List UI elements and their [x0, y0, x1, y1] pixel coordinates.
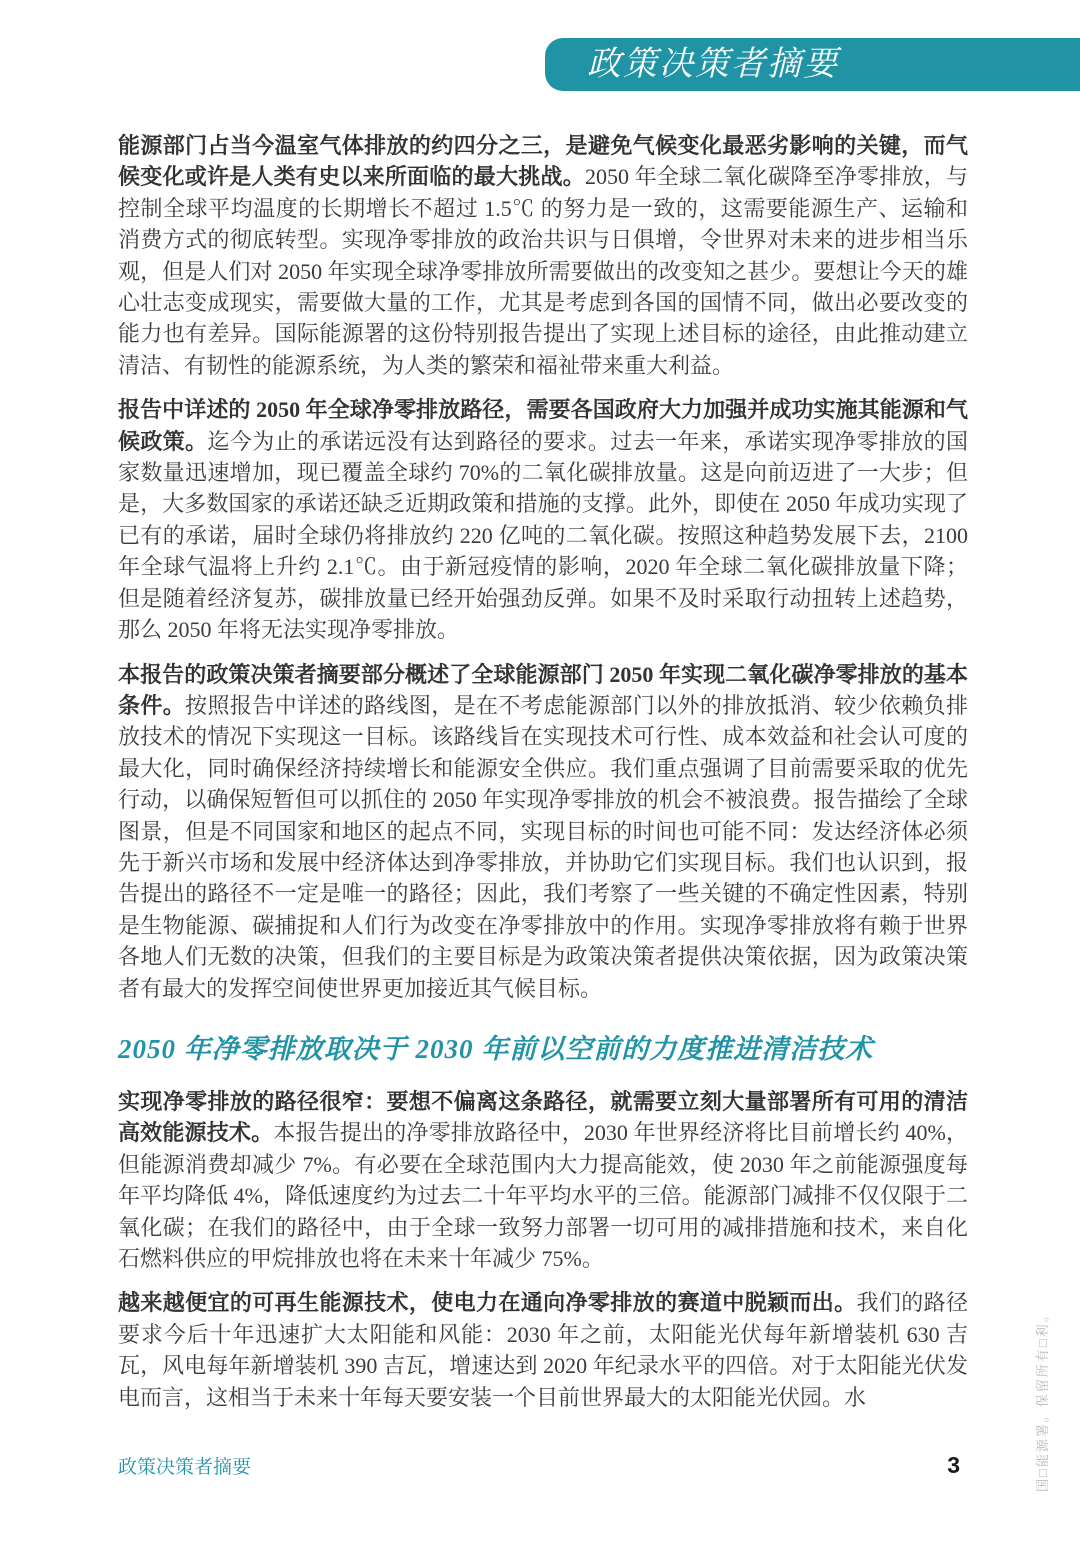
- paragraph-body: 按照报告中详述的路线图，是在不考虑能源部门以外的排放抵消、较少依赖负排放技术的情况下实现这一目标。该路线旨在实现技术可行性、成本效益和社会认可度的最大化，同时确保经济持续增长和能源安全供应。我们重点强调了目前需要采取的优先行动，以确保短暂但可以抓住的 2050 年实现净零排放的机会不被浪费。报告描绘了全球图景，但是不同国家和地区的起点不同，实现目标的时间也可能不同：发达经济体必须先于新兴市场和发展中经济体达到净零排放，并协助它们实现目标。我们也认识到，报告提出的路径不一定是唯一的路径；因此，我们考察了一些关键的不确定性因素，特别是生物能源、碳捕捉和人们行为改变在净零排放中的作用。实现净零排放将有赖于世界各地人们无数的决策，但我们的主要目标是为政策决策者提供决策依据，因为政策决策者有最大的发挥空间使世界更加接近其气候目标。: [118, 692, 968, 1001]
- paragraph: [118, 394, 968, 645]
- paragraph-body: 迄今为止的承诺远没有达到路径的要求。过去一年来，承诺实现净零排放的国家数量迅速增加，现已覆盖全球约 70%的二氧化碳排放量。这是向前迈进了一大步；但是，大多数国家的承诺还缺乏近期政策和措施的支撑。此外，即使在 2050 年成功实现了已有的承诺，届时全球仍将排放约 220 亿吨的二氧化碳。按照这种趋势发展下去，2100 年全球气温将上升约 2.1℃。由于新冠疫情的影响，2020 年全球二氧化碳排放量下降；但是随着经济复苏，碳排放量已经开始强劲反弹。如果不及时采取行动扭转上述趋势，那么 2050 年将无法实现净零排放。: [118, 428, 968, 643]
- header-banner-title: 政策决策者摘要: [587, 45, 839, 83]
- header-banner: [545, 38, 1080, 91]
- paragraph-body: 我们的路径要求今后十年迅速扩大太阳能和风能：2030 年之前，太阳能光伏每年新增装机 630 吉瓦，风电每年新增装机 390 吉瓦，增速达到 2020 年纪录水平的四倍。对于太阳能光伏发电而言，这相当于未来十年每天要安装一个目前世界最大的太阳能光伏园。水: [118, 1290, 968, 1410]
- copyright-side-note: 国□能源署。保留所有□利。: [1035, 1307, 1050, 1492]
- paragraph-body: 2050 年全球二氧化碳降至净零排放，与控制全球平均温度的长期增长不超过 1.5℃ 的努力是一致的，这需要能源生产、运输和消费方式的彻底转型。实现净零排放的政治共识与日俱增，令世界对未来的进步相当乐观，但是人们对 2050 年实现全球净零排放所需要做出的改变知之甚少。要想让今天的雄心壮志变成现实，需要做大量的工作，尤其是考虑到各国的国情不同，做出必要改变的能力也有差异。国际能源署的这份特别报告提出了实现上述目标的途径，由此推动建立清洁、有韧性的能源系统，为人类的繁荣和福祉带来重大利益。: [118, 164, 968, 378]
- paragraph: [118, 130, 968, 381]
- paragraph-lead: 报告中详述的 2050 年全球净零排放路径，需要各国政府大力加强并成功实施其能源和气候政策。: [118, 397, 968, 454]
- paragraph: [118, 1086, 968, 1274]
- paragraph-lead: 能源部门占当今温室气体排放的约四分之三，是避免气候变化最恶劣影响的关键，而气候变化或许是人类有史以来所面临的最大挑战。: [118, 133, 968, 190]
- paragraph-lead: 实现净零排放的路径很窄：要想不偏离这条路径，就需要立刻大量部署所有可用的清洁高效能源技术。: [118, 1088, 968, 1146]
- main-text-column: [118, 130, 968, 1426]
- paragraph-body: 本报告提出的净零排放路径中，2030 年世界经济将比目前增长约 40%，但能源消费却减少 7%。有必要在全球范围内大力提高能效，使 2030 年之前能源强度每年平均降低 4%，降低速度约为过去二十年平均水平的三倍。能源部门减排不仅仅限于二氧化碳；在我们的路径中，由于全球一致努力部署一切可用的减排措施和技术，来自化石燃料供应的甲烷排放也将在未来十年减少 75%。: [118, 1120, 968, 1271]
- page-footer: [118, 1452, 960, 1479]
- section-heading: 2050 年净零排放取决于 2030 年前以空前的力度推进清洁技术: [118, 1033, 874, 1064]
- paragraph-lead: 本报告的政策决策者摘要部分概述了全球能源部门 2050 年实现二氧化碳净零排放的基本条件。: [118, 661, 968, 718]
- paragraph: [118, 1287, 968, 1413]
- page-number: 3: [947, 1452, 960, 1478]
- footer-section-label: 政策决策者摘要: [118, 1457, 252, 1478]
- paragraph-lead: 越来越便宜的可再生能源技术，使电力在通向净零排放的赛道中脱颖而出。: [118, 1290, 857, 1316]
- paragraph: [118, 659, 968, 1004]
